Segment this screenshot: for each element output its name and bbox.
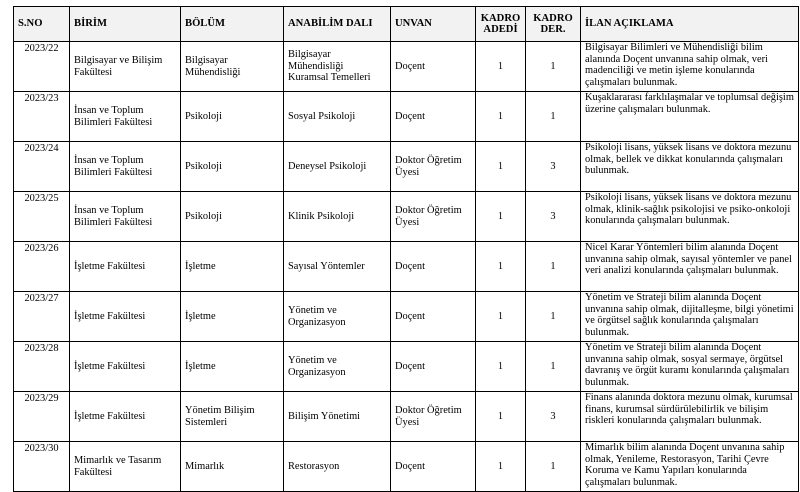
table-row [14, 392, 799, 442]
cell-kadro-der: 1 [526, 292, 581, 342]
cell-ilan: Psikoloji lisans, yüksek lisans ve doktora mezunu olmak, bellek ve dikkat konularında çalışmaları bulunmak. [581, 142, 799, 192]
cell-birim: İşletme Fakültesi [70, 242, 181, 292]
table-row [14, 342, 799, 392]
cell-anabilim: Deneysel Psikoloji [284, 142, 391, 192]
cell-anabilim: Sayısal Yöntemler [284, 242, 391, 292]
cell-anabilim: Klinik Psikoloji [284, 192, 391, 242]
cell-bolum: İşletme [181, 242, 284, 292]
cell-bolum: İşletme [181, 342, 284, 392]
col-header-kadro-der: KADRO DER. [526, 7, 581, 42]
cell-ilan: Kuşaklararası farklılaşmalar ve toplumsal değişim üzerine çalışmaları bulunmak. [581, 92, 799, 142]
cell-sno: 2023/30 [14, 442, 70, 492]
cell-sno: 2023/24 [14, 142, 70, 192]
cell-unvan: Doktor Öğretim Üyesi [391, 392, 476, 442]
cell-kadro-der: 3 [526, 192, 581, 242]
cell-unvan: Doçent [391, 442, 476, 492]
table-row [14, 142, 799, 192]
table-row [14, 442, 799, 492]
table-row [14, 292, 799, 342]
header-row [14, 7, 799, 42]
col-header-ilan: İLAN AÇIKLAMA [581, 7, 799, 42]
cell-kadro-der: 1 [526, 42, 581, 92]
cell-ilan: Bilgisayar Bilimleri ve Mühendisliği bilim alanında Doçent unvanına sahip olmak, veri madenciliği ve metin işleme konularında çalışmaları bulunmak. [581, 42, 799, 92]
cell-ilan: Psikoloji lisans, yüksek lisans ve doktora mezunu olmak, klinik-sağlık psikolojisi ve psiko-onkoloji konularında çalışmaları bulunmak. [581, 192, 799, 242]
col-header-sno: S.NO [14, 7, 70, 42]
cell-bolum: Psikoloji [181, 142, 284, 192]
cell-kadro-adedi: 1 [476, 442, 526, 492]
cell-anabilim: Bilişim Yönetimi [284, 392, 391, 442]
cell-kadro-adedi: 1 [476, 192, 526, 242]
cell-bolum: Mimarlık [181, 442, 284, 492]
cell-bolum: Yönetim Bilişim Sistemleri [181, 392, 284, 442]
cell-unvan: Doçent [391, 42, 476, 92]
cell-bolum: İşletme [181, 292, 284, 342]
cell-birim: İşletme Fakültesi [70, 342, 181, 392]
table-row [14, 92, 799, 142]
cell-bolum: Psikoloji [181, 92, 284, 142]
cell-ilan: Yönetim ve Strateji bilim alanında Doçent unvanına sahip olmak, sosyal sermaye, örgütsel davranış ve örgüt kuramı konularında çalışmaları bulunmak. [581, 342, 799, 392]
col-header-bolum: BÖLÜM [181, 7, 284, 42]
cell-anabilim: Yönetim ve Organizasyon [284, 342, 391, 392]
cell-unvan: Doçent [391, 242, 476, 292]
cell-kadro-der: 1 [526, 342, 581, 392]
col-header-kadro-adedi: KADRO ADEDİ [476, 7, 526, 42]
cell-sno: 2023/27 [14, 292, 70, 342]
cell-birim: Bilgisayar ve Bilişim Fakültesi [70, 42, 181, 92]
cell-anabilim: Sosyal Psikoloji [284, 92, 391, 142]
cell-kadro-der: 3 [526, 392, 581, 442]
cell-birim: İşletme Fakültesi [70, 292, 181, 342]
cell-bolum: Bilgisayar Mühendisliği [181, 42, 284, 92]
cell-kadro-adedi: 1 [476, 142, 526, 192]
cell-birim: İnsan ve Toplum Bilimleri Fakültesi [70, 192, 181, 242]
cell-ilan: Mimarlık bilim alanında Doçent unvanına sahip olmak, Yenileme, Restorasyon, Tarihi Çevre Koruma ve Kamu Yapıları konularında çalışmaları bulunmak. [581, 442, 799, 492]
cell-kadro-adedi: 1 [476, 342, 526, 392]
job-listing-table [13, 6, 799, 492]
cell-unvan: Doktor Öğretim Üyesi [391, 192, 476, 242]
table-row [14, 192, 799, 242]
cell-sno: 2023/22 [14, 42, 70, 92]
cell-unvan: Doçent [391, 292, 476, 342]
table-row [14, 42, 799, 92]
cell-anabilim: Bilgisayar Mühendisliği Kuramsal Temelleri [284, 42, 391, 92]
cell-kadro-der: 1 [526, 242, 581, 292]
cell-birim: Mimarlık ve Tasarım Fakültesi [70, 442, 181, 492]
cell-birim: İnsan ve Toplum Bilimleri Fakültesi [70, 92, 181, 142]
cell-kadro-adedi: 1 [476, 292, 526, 342]
cell-ilan: Finans alanında doktora mezunu olmak, kurumsal finans, kurumsal sürdürülebilirlik ve bilişim riskleri konularında çalışmaları bulunmak. [581, 392, 799, 442]
cell-anabilim: Yönetim ve Organizasyon [284, 292, 391, 342]
cell-kadro-adedi: 1 [476, 42, 526, 92]
cell-sno: 2023/29 [14, 392, 70, 442]
table-row [14, 242, 799, 292]
cell-kadro-adedi: 1 [476, 242, 526, 292]
cell-unvan: Doçent [391, 342, 476, 392]
cell-sno: 2023/26 [14, 242, 70, 292]
col-header-unvan: UNVAN [391, 7, 476, 42]
cell-sno: 2023/25 [14, 192, 70, 242]
cell-kadro-der: 1 [526, 442, 581, 492]
col-header-anabilim: ANABİLİM DALI [284, 7, 391, 42]
cell-kadro-adedi: 1 [476, 92, 526, 142]
cell-kadro-adedi: 1 [476, 392, 526, 442]
cell-ilan: Nicel Karar Yöntemleri bilim alanında Doçent unvanına sahip olmak, sayısal yöntemler ve panel veri analizi konularında çalışmaları bulunmak. [581, 242, 799, 292]
cell-bolum: Psikoloji [181, 192, 284, 242]
cell-birim: İnsan ve Toplum Bilimleri Fakültesi [70, 142, 181, 192]
cell-ilan: Yönetim ve Strateji bilim alanında Doçent unvanına sahip olmak, dijitalleşme, bilgi yönetimi ve örgütsel sağlık konularında çalışmaları bulunmak. [581, 292, 799, 342]
cell-sno: 2023/28 [14, 342, 70, 392]
cell-unvan: Doktor Öğretim Üyesi [391, 142, 476, 192]
cell-kadro-der: 3 [526, 142, 581, 192]
cell-kadro-der: 1 [526, 92, 581, 142]
col-header-birim: BİRİM [70, 7, 181, 42]
cell-birim: İşletme Fakültesi [70, 392, 181, 442]
cell-unvan: Doçent [391, 92, 476, 142]
cell-sno: 2023/23 [14, 92, 70, 142]
cell-anabilim: Restorasyon [284, 442, 391, 492]
